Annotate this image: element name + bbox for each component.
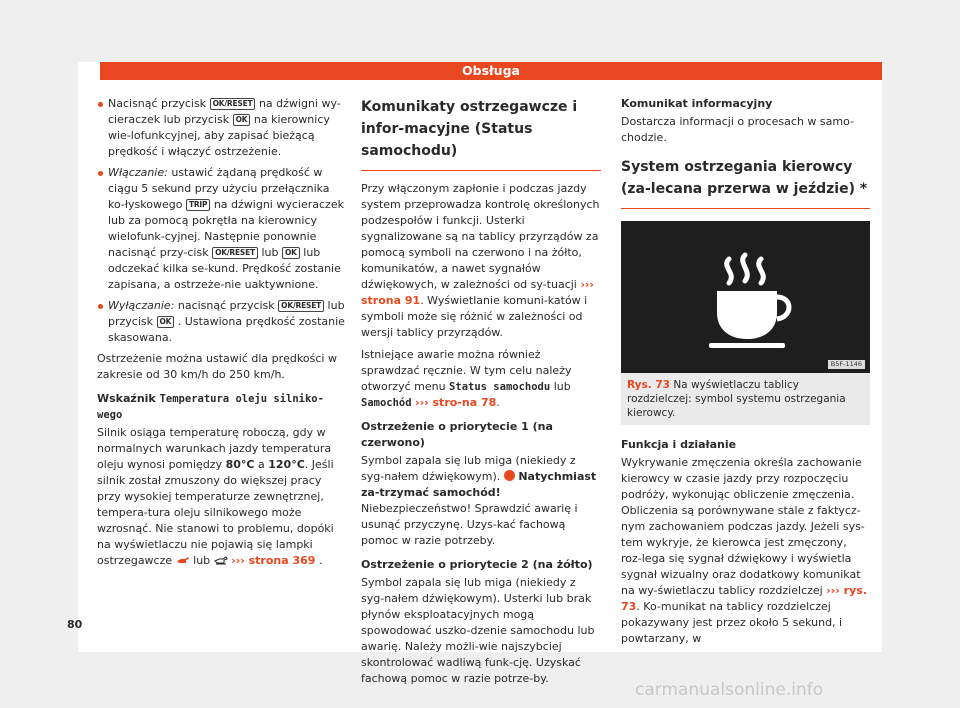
- list-item: Nacisnąć przycisk OK/RESET na dźwigni wy-cieraczek lub przycisk OK na kierownicy wie-lofunkcyjnej, aby zapisać bieżącą prędkość i włączyć ostrzeżenie.: [97, 96, 347, 160]
- paragraph: Silnik osiąga temperaturę roboczą, gdy w normalnych warunkach jazdy temperatura oleju wynosi pomiędzy 80°C a 120°C. Jeśli silnik został zmuszony do większej pracy przy wysokiej temperaturze zewnętrznej, tempera-tura oleju silnikowego może wzrosnąć. Nie stanowi to problemu, dopóki na wyświetlaczu nie pojawią się lampki ostrzegawcze lub ››› strona 369 .: [97, 426, 334, 567]
- stop-warning-icon: [504, 470, 515, 481]
- subheading: Wskaźnik Temperatura oleju silniko- wego: [97, 392, 324, 421]
- oil-temperature-warning-icon: [176, 556, 190, 565]
- ok-reset-key-icon: OK/RESET: [210, 98, 256, 110]
- ok-key-icon: OK: [282, 247, 300, 259]
- ok-reset-key-icon: OK/RESET: [212, 247, 258, 259]
- paragraph: Dostarcza informacji o procesach w samo-chodzie.: [621, 115, 855, 144]
- paragraph: Ostrzeżenie można ustawić dla prędkości w zakresie od 30 km/h do 250 km/h.: [97, 352, 337, 381]
- page-reference-link[interactable]: ››› stro-na 78: [415, 396, 497, 409]
- subheading: Funkcja i działanie: [621, 438, 737, 451]
- paragraph: Symbol zapala się lub miga (niekiedy z syg-nałem dźwiękowym). Natychmiast za-trzymać samochód! Niebezpieczeństwo! Sprawdzić awarię i usunąć przyczynę. Uzys-kać fachową pomoc w razie potrzeby.: [361, 454, 597, 547]
- page-number: 80: [67, 618, 83, 631]
- section-title: System ostrzegania kierowcy (za-lecana przerwa w jeździe) *: [621, 156, 870, 209]
- trip-key-icon: TRIP: [186, 199, 210, 211]
- ok-reset-key-icon: OK/RESET: [278, 300, 324, 312]
- paragraph: Istniejące awarie można również sprawdzać ręcznie. W tym celu należy otworzyć menu Status samochodu lub Samochód ››› stro-na 78.: [361, 348, 572, 409]
- figure-reference-link[interactable]: ››› rys. 73: [621, 584, 867, 613]
- column-middle: [361, 96, 601, 693]
- oil-level-icon: [214, 556, 228, 565]
- ok-key-icon: OK: [157, 316, 175, 328]
- subheading: Ostrzeżenie o priorytecie 2 (na żółto): [361, 558, 593, 571]
- subheading: Komunikat informacyjny: [621, 97, 773, 110]
- paragraph: Symbol zapala się lub miga (niekiedy z syg-nałem dźwiękowym). Usterki lub brak płynów eksploatacyjnych mogą spowodować uszko-dzenie samochodu lub awarię. Należy możli-wie najszybciej skontrolować wadliwą funk-cję. Uzyskać fachową pomoc w razie potrze-by.: [361, 576, 595, 685]
- column-left: [97, 96, 347, 575]
- figure-coffee-cup: [621, 221, 870, 373]
- coffee-cup-icon: [621, 221, 870, 373]
- watermark: carmanualsonline.info: [635, 680, 824, 700]
- figure-caption: Rys. 73 Na wyświetlaczu tablicy rozdzielczej: symbol systemu ostrzegania kierowcy.: [621, 373, 870, 425]
- column-right: [621, 96, 870, 653]
- list-item: Wyłączanie: nacisnąć przycisk OK/RESET lub przycisk OK . Ustawiona prędkość zostanie skasowana.: [97, 298, 347, 346]
- paragraph: Przy włączonym zapłonie i podczas jazdy system przeprowadza kontrolę określonych podzespołów i funkcji. Usterki sygnalizowane są na tablicy przyrządów za pomocą symboli na czerwono i na żółto, komunikatów, a nawet sygnałów dźwiękowych, w zależności od sy-tuacji ››› strona 91. Wyświetlanie komuni-katów i symboli może się różnić w zależności od wersji tablicy przyrządów.: [361, 182, 600, 339]
- page-reference-link[interactable]: ››› strona 91: [361, 278, 594, 307]
- subheading: Ostrzeżenie o priorytecie 1 (na czerwono): [361, 420, 553, 449]
- page-header: Obsługa: [100, 62, 882, 80]
- ok-key-icon: OK: [233, 114, 251, 126]
- list-item: Włączanie: ustawić żądaną prędkość w ciągu 5 sekund przy użyciu przełącznika ko-łyskowego TRIP na dźwigni wycieraczek lub za pomocą pokrętła na kierownicy wielofunk-cyjnej. Następnie ponownie nacisnąć przy-cisk OK/RESET lub OK lub odczekać kilka se-kund. Prędkość zostanie zapisana, a ostrzeże-nie uaktywnione.: [97, 165, 347, 293]
- page-reference-link[interactable]: ››› strona 369: [231, 554, 316, 567]
- section-title: Komunikaty ostrzegawcze i infor-macyjne (Status samochodu): [361, 96, 601, 171]
- figure-code: B5F-1146: [828, 360, 865, 369]
- paragraph: Wykrywanie zmęczenia określa zachowanie kierowcy w czasie jazdy przy rozpoczęciu podróży, wykonując obliczenie zmęczenia. Obliczenia są porównywane stale z faktycz-nym zachowaniem podczas jazdy. Jeżeli sys-tem wykryje, że kierowca jest zmęczony, roz-lega się sygnał dźwiękowy i wyświetla sygnał wizualny oraz dodatkowy komunikat na wy-świetlaczu tablicy rozdzielczej ››› rys. 73. Ko-munikat na tablicy rozdzielczej pokazywany jest przez około 5 sekund, i powtarzany, w: [621, 456, 867, 645]
